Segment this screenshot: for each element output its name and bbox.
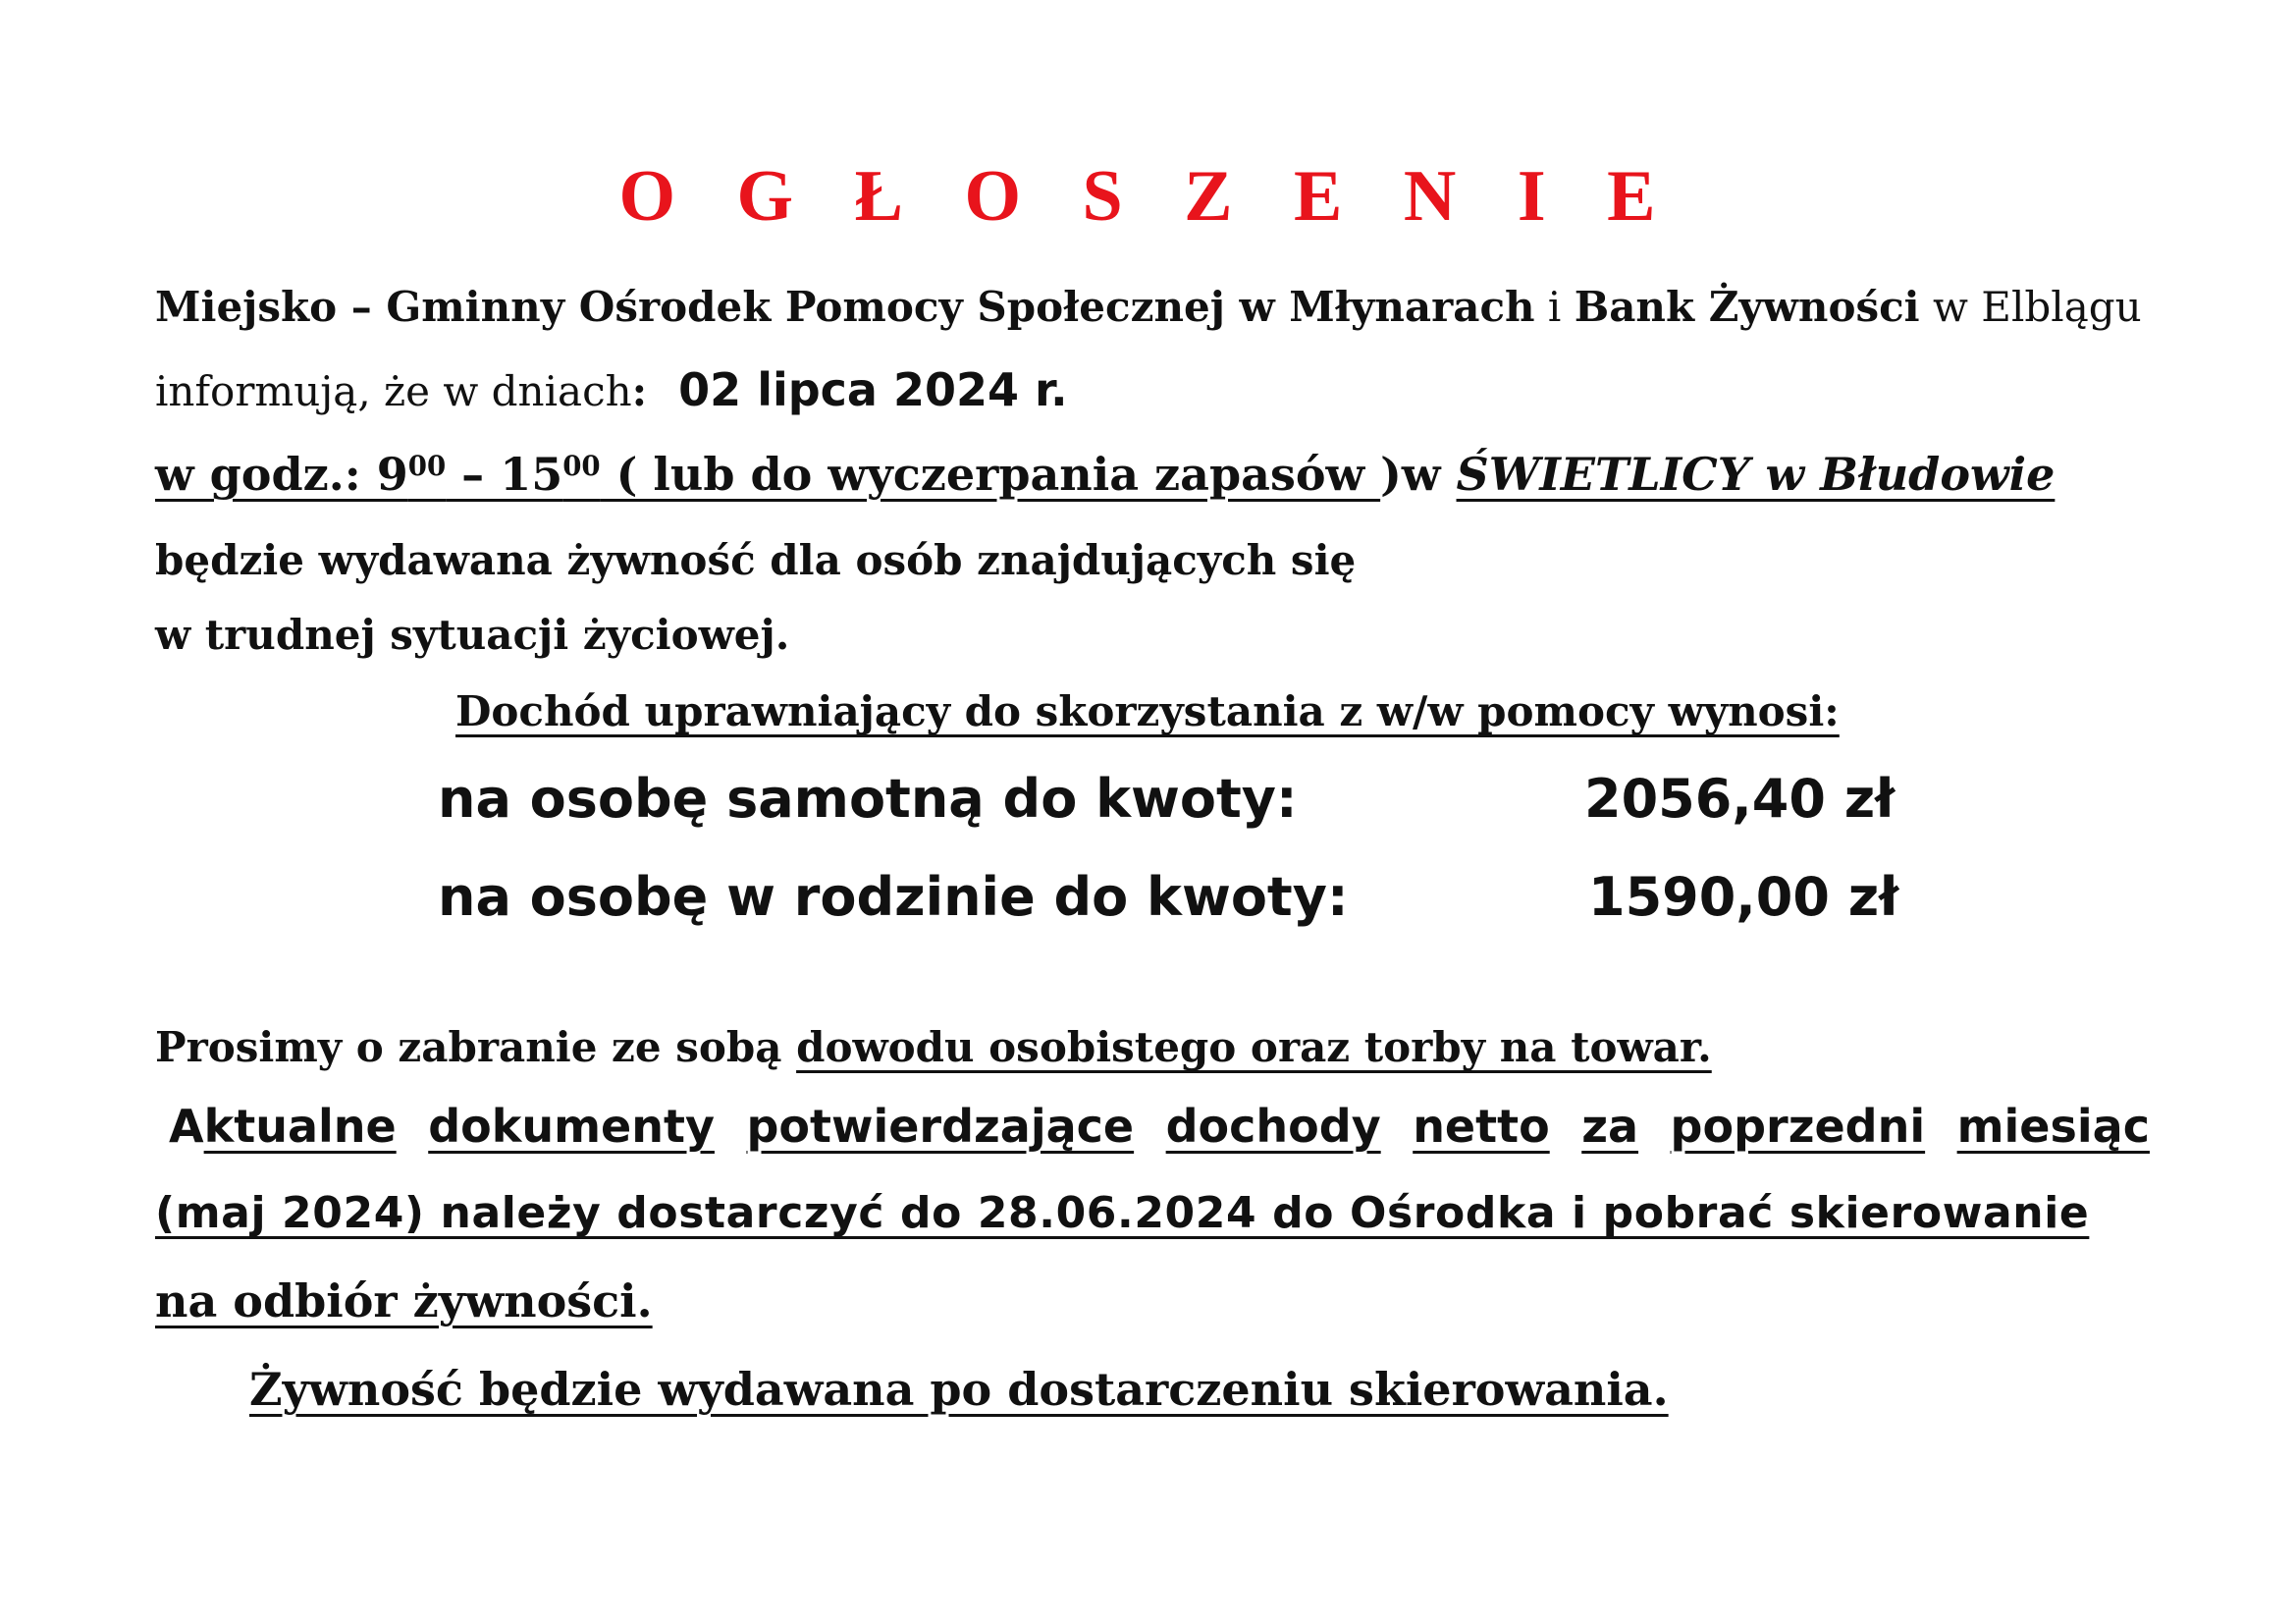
income-row-family-label: na osobę w rodzinie do kwoty: <box>438 866 1349 928</box>
intro-line-1 <box>155 283 2142 331</box>
org-name-food-bank: Bank Żywności <box>1574 283 1920 331</box>
documents-word-2: dokumenty <box>428 1100 715 1153</box>
documents-word-4: dochody <box>1165 1100 1381 1153</box>
distribution-date: 02 lipca 2024 r. <box>678 363 1068 416</box>
final-line <box>155 1363 1669 1416</box>
final-text: Żywność będzie wydawana po dostarczeniu skierowania. <box>249 1363 1669 1416</box>
hours-paren: )w <box>1380 448 1457 501</box>
location-text: ŚWIETLICY w Błudowie <box>1456 448 2056 501</box>
documents-line-3: na odbiór żywności. <box>155 1274 653 1327</box>
bring-prefix: Prosimy o zabranie ze sobą <box>155 1023 797 1071</box>
documents-line-1 <box>169 1100 2150 1153</box>
documents-word-6: za <box>1581 1100 1639 1153</box>
city-text: w Elblągu <box>1919 283 2142 331</box>
income-heading: Dochód uprawniający do skorzystania z w/w pomocy wynosi: <box>455 687 1840 735</box>
hours-text: w godz.: $9^{00} - 15^{00}$ ( lub do wyczerpania zapasów <box>155 448 1381 501</box>
page-title: O G Ł O S Z E N I E <box>618 156 1678 237</box>
documents-word-8: miesiąc <box>1956 1100 2150 1153</box>
documents-line-2: (maj 2024) należy dostarczyć do 28.06.2024 do Ośrodka i pobrać skierowanie <box>155 1188 2090 1238</box>
bring-items: dowodu osobistego oraz torby na towar. <box>796 1023 1712 1071</box>
purpose-line-1: będzie wydawana żywność dla osób znajdujących się <box>155 536 1357 584</box>
documents-word-1: Aktualne <box>169 1100 397 1153</box>
documents-word-3: potwierdzające <box>746 1100 1135 1153</box>
intro-line-2 <box>155 363 1068 416</box>
org-name-mgops: Miejsko – Gminny Ośrodek Pomocy Społecznej w Młynarach <box>155 283 1535 331</box>
documents-word-7: poprzedni <box>1670 1100 1926 1153</box>
income-row-single-amount: 2056,40 zł <box>1584 768 1896 830</box>
bring-line <box>155 1023 1712 1071</box>
documents-word-5: netto <box>1413 1100 1550 1153</box>
purpose-line-2: w trudnej sytuacji życiowej. <box>155 611 790 659</box>
inform-colon: : <box>631 367 648 415</box>
hours-line <box>155 448 2055 501</box>
conjunction-text: i <box>1534 283 1575 331</box>
income-row-single-label: na osobę samotną do kwoty: <box>438 768 1298 830</box>
income-row-family-amount: 1590,00 zł <box>1588 866 1899 928</box>
inform-text: informują, że w dniach <box>155 367 632 415</box>
